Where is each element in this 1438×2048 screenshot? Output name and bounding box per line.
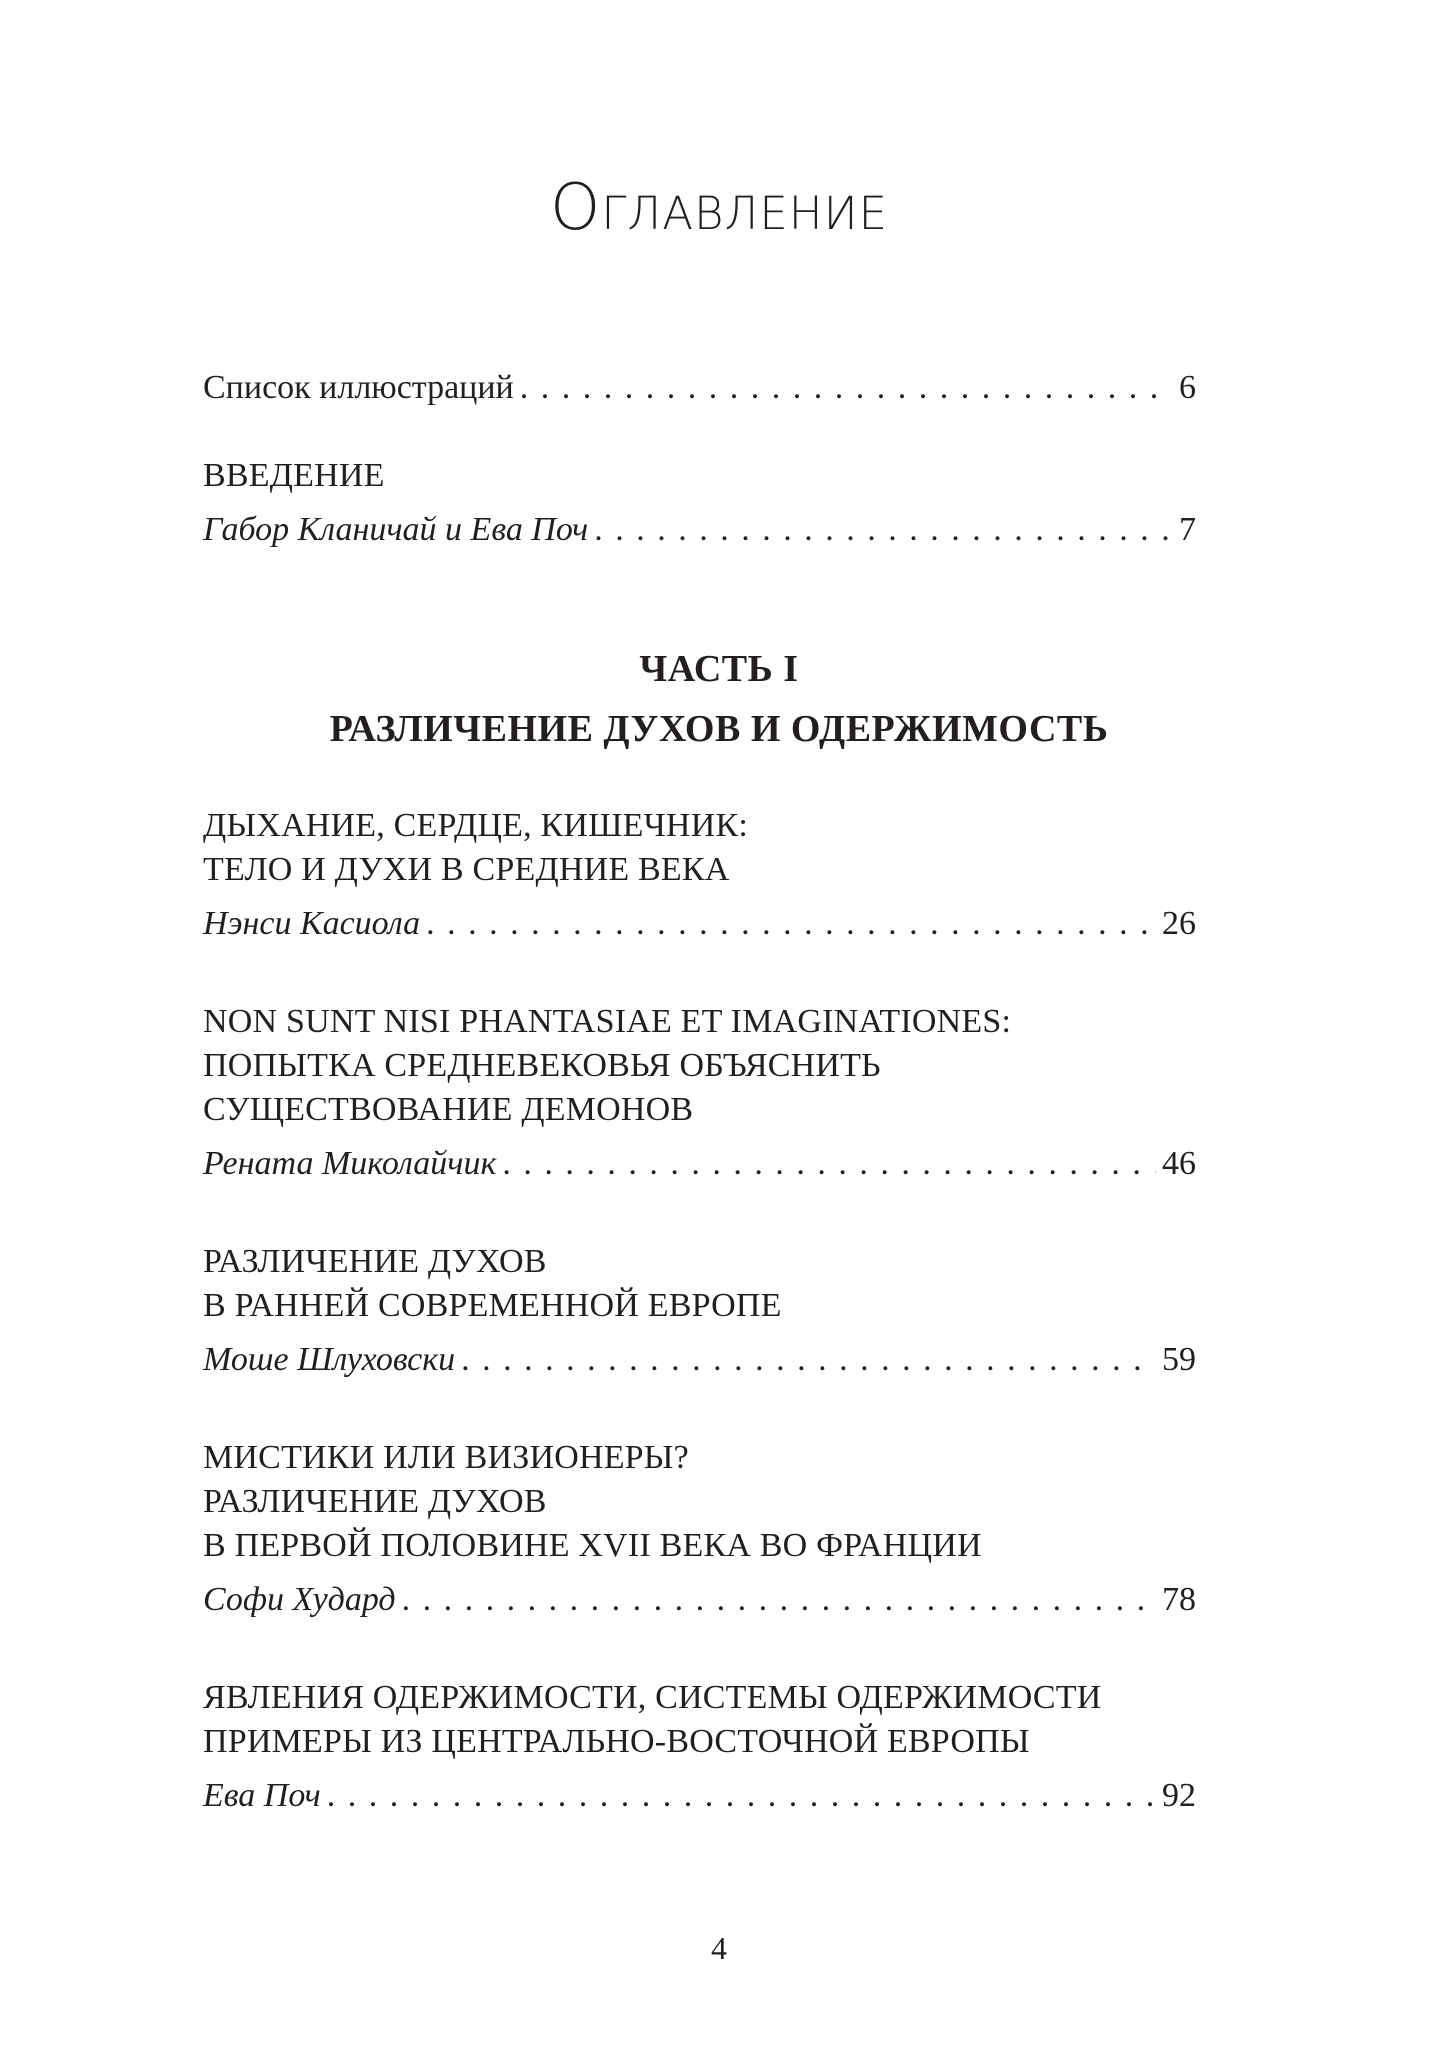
entry-author: Рената Миколайчик — [203, 1145, 497, 1182]
entry-3-title-line-1: РАЗЛИЧЕНИЕ ДУХОВ — [203, 1243, 547, 1280]
page-number: 92 — [1162, 1777, 1196, 1814]
entry-title: Список иллюстраций — [203, 369, 514, 406]
page-number: 59 — [1162, 1341, 1196, 1378]
toc-entry-2[interactable] — [203, 1142, 1196, 1186]
entry-2-title-line-2: ПОПЫТКА СРЕДНЕВЕКОВЬЯ ОБЪЯСНИТЬ — [203, 1047, 881, 1084]
dot-leader — [426, 902, 1156, 946]
toc-entry-3[interactable] — [203, 1338, 1196, 1382]
entry-4-title-line-2: РАЗЛИЧЕНИЕ ДУХОВ — [203, 1483, 547, 1520]
entry-author: Нэнси Касиола — [203, 905, 421, 942]
entry-1-title-line-1: ДЫХАНИЕ, СЕРДЦЕ, КИШЕЧНИК: — [203, 807, 748, 844]
entry-3-title-line-2: В РАННЕЙ СОВРЕМЕННОЙ ЕВРОПЕ — [203, 1287, 782, 1324]
page-number: 78 — [1162, 1581, 1196, 1618]
entry-author: Габор Кланичай и Ева Поч — [203, 511, 589, 548]
page-number: 7 — [1179, 511, 1196, 548]
dot-leader — [327, 1774, 1156, 1818]
toc-entry-illustrations[interactable] — [203, 366, 1196, 410]
entry-author: Моше Шлуховски — [203, 1341, 456, 1378]
entry-5-title-line-2: ПРИМЕРЫ ИЗ ЦЕНТРАЛЬНО-ВОСТОЧНОЙ ЕВРОПЫ — [203, 1723, 1030, 1760]
page-number-footer: 4 — [711, 1930, 727, 1966]
dot-leader — [461, 1338, 1156, 1382]
page-title: Оглавление — [549, 171, 889, 245]
entry-1-title-line-2: ТЕЛО И ДУХИ В СРЕДНИЕ ВЕКА — [203, 851, 730, 888]
part-label: ЧАСТЬ I — [639, 648, 799, 690]
entry-2-title-line-1: NON SUNT NISI PHANTASIAE ET IMAGINATIONES: — [203, 1003, 1012, 1040]
part-title: РАЗЛИЧЕНИЕ ДУХОВ И ОДЕРЖИМОСТЬ — [329, 708, 1109, 750]
entry-author: Ева Поч — [203, 1777, 321, 1814]
page-number: 46 — [1162, 1145, 1196, 1182]
entry-4-title-line-1: МИСТИКИ ИЛИ ВИЗИОНЕРЫ? — [203, 1439, 689, 1476]
page-number: 6 — [1179, 369, 1196, 406]
page-number: 26 — [1162, 905, 1196, 942]
dot-leader — [502, 1142, 1156, 1186]
entry-2-title-line-3: СУЩЕСТВОВАНИЕ ДЕМОНОВ — [203, 1091, 694, 1128]
toc-entry-intro[interactable] — [203, 508, 1196, 552]
toc-entry-5[interactable] — [203, 1774, 1196, 1818]
toc-entry-intro-title: ВВЕДЕНИЕ — [203, 457, 385, 494]
dot-leader — [402, 1578, 1156, 1622]
entry-4-title-line-3: В ПЕРВОЙ ПОЛОВИНЕ XVII ВЕКА ВО ФРАНЦИИ — [203, 1527, 982, 1564]
entry-5-title-line-1: ЯВЛЕНИЯ ОДЕРЖИМОСТИ, СИСТЕМЫ ОДЕРЖИМОСТИ — [203, 1679, 1102, 1716]
toc-entry-1[interactable] — [203, 902, 1196, 946]
dot-leader — [520, 366, 1173, 410]
entry-author: Софи Худард — [203, 1581, 396, 1618]
dot-leader — [594, 508, 1173, 552]
toc-entry-4[interactable] — [203, 1578, 1196, 1622]
